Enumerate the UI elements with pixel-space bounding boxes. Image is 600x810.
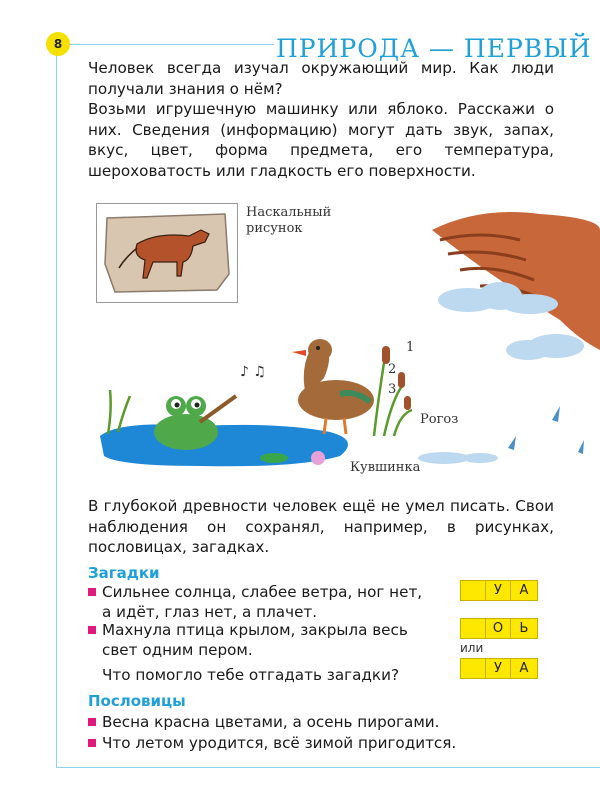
music-notes: ♪ ♫: [240, 364, 266, 380]
answer-cell[interactable]: [460, 580, 486, 601]
cattail-number-1: 1: [406, 340, 415, 355]
duck-illustration: [292, 339, 374, 434]
answer-cell[interactable]: [460, 658, 486, 679]
answer-cell[interactable]: Ь: [510, 618, 538, 639]
intro-paragraph-2: Возьми игрушечную машинку или яблоко. Расскажи о них. Сведения (информацию) могут дать звук, запах, вкус, цвет, форма предмета, его температура, шероховатость или гладкость его поверхности.: [88, 100, 554, 180]
proverb-2: Что летом уродится, всё зимой пригодится.: [88, 733, 528, 753]
or-label: или: [460, 641, 484, 655]
cattail-number-3: 3: [388, 382, 397, 397]
answer-boxes-3[interactable]: [460, 658, 537, 679]
answer-cell[interactable]: А: [510, 658, 538, 679]
eagle-wing-illustration: [432, 212, 600, 350]
intro-paragraph-1: Человек всегда изучал окружающий мир. Как люди получали знания о нём?: [88, 59, 554, 98]
water-lily: [311, 451, 325, 465]
riddle-2: Махнула птица крылом, закрыла весь свет одним пером.: [88, 620, 448, 660]
bullet-marker: [88, 739, 96, 747]
proverb-1: Весна красна цветами, а осень пирогами.: [88, 712, 528, 732]
bullet-marker: [88, 626, 96, 634]
page-number: 8: [46, 32, 70, 56]
bullet-marker: [88, 718, 96, 726]
answer-cell[interactable]: [460, 618, 486, 639]
riddles-heading: Загадки: [88, 564, 160, 582]
answer-cell[interactable]: А: [510, 580, 538, 601]
kuvshinka-caption: Кувшинка: [350, 460, 421, 475]
nature-illustration: [0, 200, 600, 480]
bullet-marker: [88, 588, 96, 596]
lily-pad: [260, 453, 288, 463]
ancient-paragraph: В глубокой древности человек ещё не умел писать. Свои наблюдения он сохранял, например, в рисунках, пословицах, загадках.: [88, 497, 554, 556]
answer-boxes-2[interactable]: [460, 618, 537, 639]
page-title: ПРИРОДА — ПЕРВЫЙ: [276, 34, 592, 63]
riddles-question: Что помогло тебе отгадать загадки?: [102, 666, 400, 684]
rogoz-caption: Рогоз: [420, 412, 459, 427]
cattail-number-2: 2: [388, 362, 397, 377]
answer-cell[interactable]: У: [485, 658, 511, 679]
riddle-1: Сильнее солнца, слабее ветра, ног нет, а идёт, глаз нет, а плачет.: [88, 582, 448, 622]
proverbs-heading: Пословицы: [88, 692, 186, 710]
cave-caption: Наскальный рисунок: [246, 205, 332, 236]
answer-cell[interactable]: У: [485, 580, 511, 601]
pond: [100, 424, 348, 466]
raindrops: [508, 406, 584, 454]
answer-cell[interactable]: О: [485, 618, 511, 639]
answer-boxes-1[interactable]: [460, 580, 537, 601]
